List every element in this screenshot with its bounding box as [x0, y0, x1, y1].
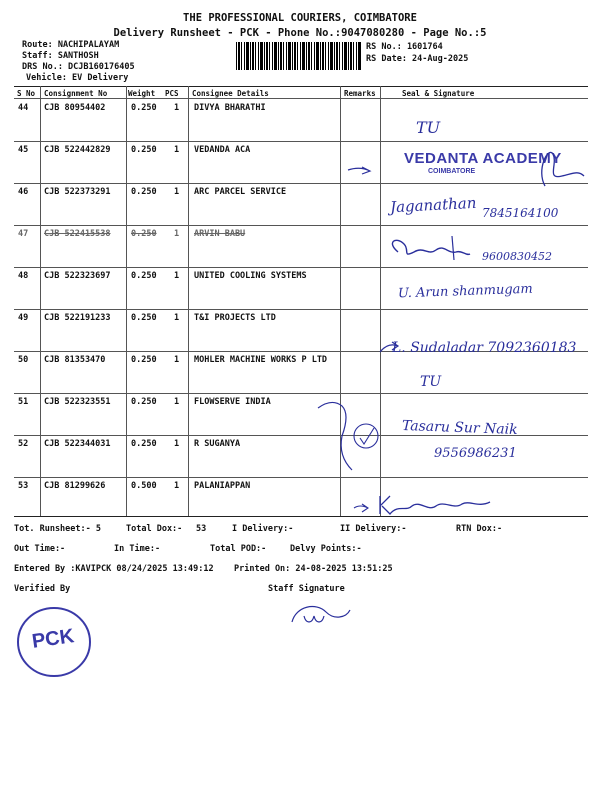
row-pcs: 1 — [174, 355, 180, 365]
col-header-consignment: Consignment No — [44, 89, 108, 98]
vedanta-stamp-sub: COIMBATORE — [428, 168, 476, 175]
rs-date: RS Date: 24-Aug-2025 — [366, 54, 469, 64]
signature-51: Tasaru Sur Naik — [401, 417, 518, 439]
table-row — [0, 351, 600, 393]
signature-46-phone: 7845164100 — [482, 206, 559, 220]
staff-signature-label: Staff Signature — [268, 584, 345, 594]
row-sno: 44 — [18, 103, 29, 113]
vehicle-label: Vehicle: EV Delivery — [26, 73, 129, 83]
signature-47-scribble — [380, 230, 480, 270]
row-weight: 0.250 — [131, 397, 157, 407]
row-pcs: 1 — [174, 481, 180, 491]
row-consignee: ARC PARCEL SERVICE — [194, 187, 287, 197]
row-weight: 0.250 — [131, 103, 157, 113]
col-header-consignee: Consignee Details — [192, 89, 269, 98]
out-time: Out Time:- — [14, 544, 66, 554]
signature-45-scribble — [340, 140, 590, 190]
verified-by: Verified By — [14, 584, 71, 594]
entered-by: Entered By :KAVIPCK 08/24/2025 13:49:12 — [14, 564, 214, 574]
row-consignment: CJB 522323697 — [44, 271, 111, 281]
signature-44: TU — [416, 118, 441, 137]
signature-47-phone: 9600830452 — [482, 250, 552, 263]
row-weight: 0.250 — [131, 355, 157, 365]
signature-51-scribble — [312, 396, 392, 476]
col-header-sno: S No — [17, 89, 36, 98]
staff-label: Staff: SANTHOSH — [22, 51, 99, 61]
row-sno: 49 — [18, 313, 29, 323]
table-row — [0, 477, 600, 517]
row-consignment: CJB 522191233 — [44, 313, 111, 323]
printed-on: Printed On: 24-08-2025 13:51:25 — [234, 564, 393, 574]
row-pcs: 1 — [174, 313, 180, 323]
row-pcs: 1 — [174, 187, 180, 197]
row-pcs: 1 — [174, 229, 180, 239]
row-sno: 51 — [18, 397, 29, 407]
row-pcs: 1 — [174, 439, 180, 449]
row-consignee: PALANIAPPAN — [194, 481, 251, 491]
row-weight: 0.250 — [131, 271, 157, 281]
row-consignment: CJB 522415538 — [44, 229, 111, 239]
staff-signature-scribble — [286, 598, 356, 634]
row-consignee: DIVYA BHARATHI — [194, 103, 266, 113]
row-consignment: CJB 522442829 — [44, 145, 111, 155]
signature-53-scribble — [350, 490, 500, 520]
row-pcs: 1 — [174, 145, 180, 155]
col-header-pcs: PCS — [165, 89, 179, 98]
row-sno: 52 — [18, 439, 29, 449]
row-sno: 50 — [18, 355, 29, 365]
row-consignee: UNITED COOLING SYSTEMS — [194, 271, 307, 281]
row-pcs: 1 — [174, 271, 180, 281]
row-sno: 48 — [18, 271, 29, 281]
company-title: THE PROFESSIONAL COURIERS, COIMBATORE — [183, 12, 417, 24]
pck-stamp-text: PCK — [30, 625, 76, 653]
row-consignment: CJB 522323551 — [44, 397, 111, 407]
total-pod: Total POD:- — [210, 544, 267, 554]
signature-48: U. Arun shanmugam — [397, 281, 534, 302]
drs-number: DRS No.: DCJB160176405 — [22, 62, 135, 72]
row-pcs: 1 — [174, 397, 180, 407]
row-consignee: ARVIN BABU — [194, 229, 246, 239]
row-consignee: MOHLER MACHINE WORKS P LTD — [194, 355, 328, 365]
signature-46-name: Jaganathan — [389, 193, 477, 217]
row-sno: 45 — [18, 145, 29, 155]
row-weight: 0.250 — [131, 439, 157, 449]
row-consignment: CJB 522344031 — [44, 439, 111, 449]
col-header-seal: Seal & Signature — [402, 89, 475, 98]
tot-runsheet: Tot. Runsheet:- 5 — [14, 524, 101, 534]
row-consignee: T&I PROJECTS LTD — [194, 313, 276, 323]
barcode — [236, 42, 362, 70]
row-consignee: FLOWSERVE INDIA — [194, 397, 271, 407]
row-consignee: R SUGANYA — [194, 439, 241, 449]
col-header-weight: Weight — [128, 89, 156, 98]
delvy-points: Delvy Points:- — [290, 544, 362, 554]
row-consignment: CJB 81353470 — [44, 355, 106, 365]
signature-50-mark: TU — [420, 374, 442, 390]
total-dox-value: 53 — [196, 524, 207, 534]
table-top-rule — [14, 86, 588, 87]
i-delivery: I Delivery:- — [232, 524, 294, 534]
ii-delivery: II Delivery:- — [340, 524, 407, 534]
table-bottom-rule — [14, 516, 588, 517]
rtn-dox: RTN Dox:- — [456, 524, 503, 534]
row-weight: 0.250 — [131, 313, 157, 323]
in-time: In Time:- — [114, 544, 161, 554]
col-header-remarks: Remarks — [344, 89, 376, 98]
row-sno: 47 — [18, 229, 29, 239]
signature-50: L. Sudaladar 7092360183 — [392, 340, 577, 356]
route-label: Route: NACHIPALAYAM — [22, 40, 120, 50]
row-consignment: CJB 522373291 — [44, 187, 111, 197]
row-pcs: 1 — [174, 103, 180, 113]
row-consignee: VEDANDA ACA — [194, 145, 251, 155]
total-dox-label: Total Dox:- — [126, 524, 183, 534]
rs-number: RS No.: 1601764 — [366, 42, 443, 52]
row-weight: 0.250 — [131, 229, 157, 239]
row-weight: 0.250 — [131, 145, 157, 155]
row-sno: 53 — [18, 481, 29, 491]
runsheet-subtitle: Delivery Runsheet - PCK - Phone No.:9047080280 - Page No.:5 — [113, 27, 487, 39]
row-weight: 0.250 — [131, 187, 157, 197]
vedanta-stamp: VEDANTA ACADEMY — [404, 150, 562, 167]
row-weight: 0.500 — [131, 481, 157, 491]
row-sno: 46 — [18, 187, 29, 197]
table-row — [0, 99, 600, 141]
row-consignment: CJB 81299626 — [44, 481, 106, 491]
signature-52: 9556986231 — [434, 446, 517, 461]
row-consignment: CJB 80954402 — [44, 103, 106, 113]
